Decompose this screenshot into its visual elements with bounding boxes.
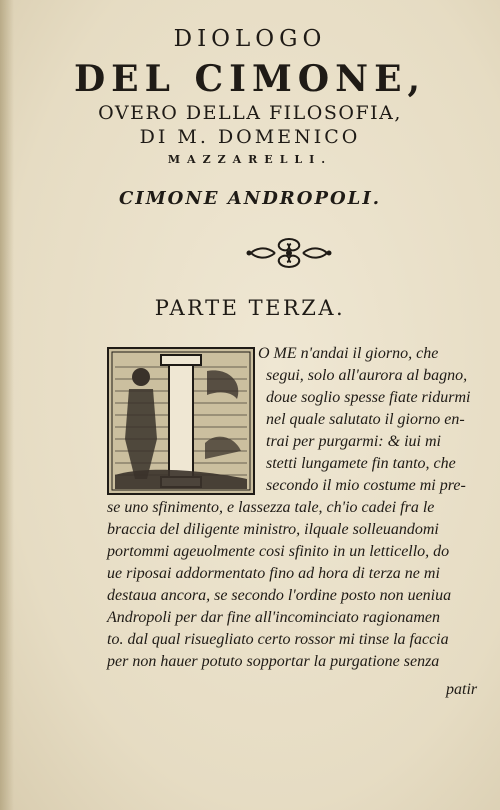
text-line-9: braccia del diligente ministro, ilquale solleuandomi — [107, 521, 439, 538]
text-line-13: Andropoli per dar fine all'incominciato ragionamen — [107, 609, 441, 626]
title-line-author-prefix: DI M. DOMENICO — [139, 126, 361, 148]
text-line-10: portommi ageuolmente cosi sfinito in un letticello, do — [107, 543, 450, 560]
text-line-3: doue soglio spesse fiate ridurmi — [266, 389, 471, 406]
title-line-subtitle: OVERO DELLA FILOSOFIA, — [98, 102, 402, 124]
text-line-14: to. dal qual risuegliato certo rossor mi tinse la faccia — [107, 631, 449, 648]
text-line-11: ue riposai addormentato fino ad hora di terza ne mi — [107, 565, 440, 582]
fleuron-ornament-icon — [245, 233, 333, 273]
text-line-2: segui, solo all'aurora al bagno, — [266, 367, 468, 384]
text-line-12: destaua ancora, se secondo l'ordine posto non ueniua — [107, 587, 452, 604]
title-line-diologo: DIOLOGO — [173, 26, 327, 52]
text-line-8: se uno sfinimento, e lassezza tale, ch'io cadei fra le — [107, 499, 435, 516]
text-line-7: secondo il mio costume mi pre- — [266, 477, 466, 494]
title-line-author-surname: MAZZARELLI. — [167, 153, 333, 166]
text-line-6: stetti lungamete fin tanto, che — [266, 455, 456, 472]
woodcut-initial-i-icon — [107, 347, 255, 495]
section-title: PARTE TERZA. — [154, 296, 346, 320]
text-line-4: nel quale salutato il giorno en- — [266, 411, 465, 428]
interlocutors-line: CIMONE ANDROPOLI. — [118, 188, 381, 209]
text-line-5: trai per purgarmi: & iui mi — [266, 433, 441, 450]
catchword: patir — [446, 681, 478, 698]
text-line-1: O ME n'andai il giorno, che — [258, 345, 439, 362]
text-line-15: per non hauer potuto sopportar la purgatione senza — [107, 653, 440, 670]
title-line-del-cimone: DEL CIMONE, — [73, 58, 427, 100]
